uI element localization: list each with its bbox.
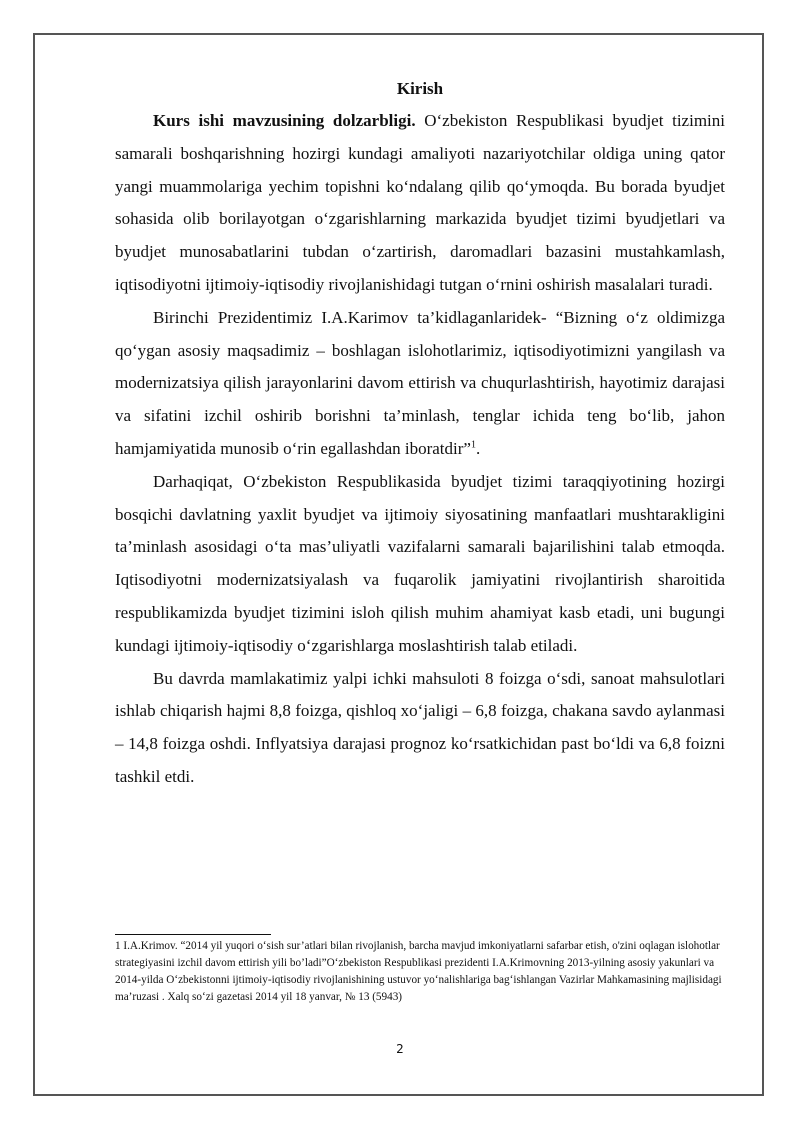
document-body — [115, 72, 725, 794]
paragraph-text-end: . — [475, 438, 481, 458]
paragraph-text: O‘zbekiston Respublikasi byudjet tizimini samarali boshqarishning hozirgi kundagi amaliyoti nazariyotchilar oldiga uning qator yangi muammolariga yechim topishni ko‘ndalang qilib qo‘ymoqda. Bu borada byudjet sohasida olib borilayotgan o‘zgarishlarning markazida byudjet tizimi byudjetlari va byudjet munosabatlarini tubdan o‘zartirish, daromadlari bazasini mustahkamlash, iqtisodiyotni ijtimoiy-iqtisodiy rivojlanishidagi tutgan o‘rnini oshirish masalalari turadi. — [115, 111, 725, 294]
paragraph-budget-system — [115, 466, 725, 663]
paragraph-statistics — [115, 663, 725, 794]
page-number: 2 — [396, 1042, 404, 1056]
footnote-text: 1 I.A.Krimov. “2014 yil yuqori o‘sish sur’atlari bilan rivojlanish, barcha mavjud imkoniyatlarni safarbar etish, o'zini oqlagan islohotlar strategiyasini izchil davom ettirish yili bo’ladi”O‘zbekiston Respublikasi prezidenti I.A.Krimovning 2013-yilning asosiy yakunlari va 2014-yilda O‘zbekistonni ijtimoiy-iqtisodiy rivojlanishining ustuvor yo‘nalishlariga bag‘ishlangan Vazirlar Mahkamasining majlisidagi ma’ruzasi . Xalq so‘zi gazetasi 2014 yil 18 yanvar, № 13 (5943) — [115, 940, 722, 1003]
section-title: Kirish — [396, 79, 444, 98]
paragraph-relevance — [115, 105, 725, 302]
paragraph-bold-lead: Kurs ishi mavzusining dolzarbligi. — [153, 111, 416, 130]
paragraph-text: Darhaqiqat, O‘zbekiston Respublikasida byudjet tizimi taraqqiyotining hozirgi bosqichi davlatning yaxlit byudjet va ijtimoiy siyosatining manfaatlari mushtarakligini ta’minlash asosidagi o‘ta mas’uliyatli vazifalarni samarali bajarilishini talab etmoqda. Iqtisodiyotni modernizatsiyalash va fuqarolik jamiyatini rivojlantirish sharoitida respublikamizda byudjet tizimini isloh qilish muhim ahamiyat kasb etadi, uni bugungi kundagi ijtimoiy-iqtisodiy o‘zgarishlarga moslashtirish talab etiladi. — [115, 471, 725, 655]
paragraph-text: Bu davrda mamlakatimiz yalpi ichki mahsuloti 8 foizga o‘sdi, sanoat mahsulotlari ishlab chiqarish hajmi 8,8 foizga, qishloq xo‘jaligi – 6,8 foizga, chakana savdo aylanmasi – 14,8 foizga oshdi. Inflyatsiya darajasi prognoz ko‘rsatkichidan past bo‘ldi va 6,8 foizni tashkil etdi. — [115, 668, 725, 786]
paragraph-text: Birinchi Prezidentimiz I.A.Karimov ta’kidlaganlaridek- “Bizning o‘z oldimizga qo‘ygan asosiy maqsadimiz – boshlagan islohotlarimiz, iqtisodiyotimizni yangilash va modernizatsiya qilish jarayonlarini davom ettirish va chuqurlashtirish, hayotimiz darajasi va sifatini izchil oshirib borishni ta’minlash, tenglar ichida teng bo‘lib, jahon hamjamiyatida munosib o‘rin egallashdan iboratdir” — [115, 307, 725, 458]
footnote-separator — [115, 934, 271, 935]
footnote-reference[interactable]: 1 — [470, 439, 476, 451]
paragraph-quote — [115, 302, 725, 466]
